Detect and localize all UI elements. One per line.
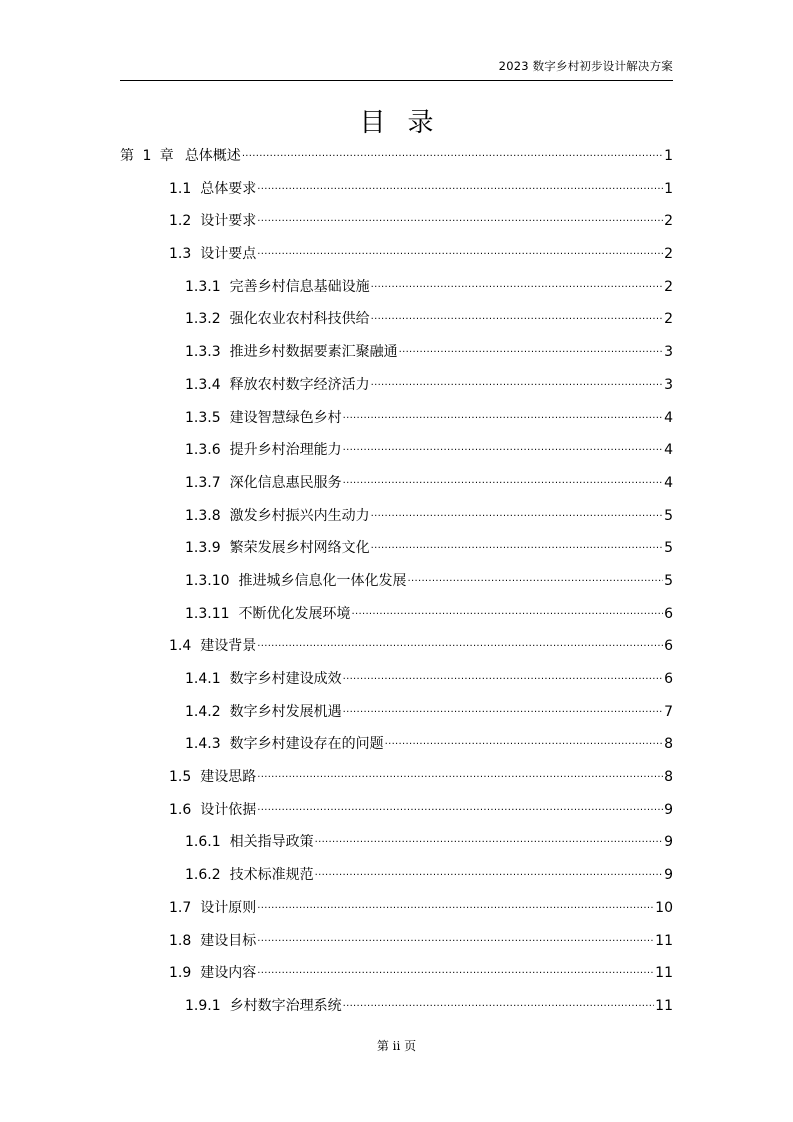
toc-entry-label: 激发乡村振兴内生动力 (229, 507, 370, 524)
toc-entry-number: 1.5 (169, 769, 192, 786)
toc-entry-label: 建设背景 (200, 638, 257, 655)
toc-entry-page: 9 (664, 801, 673, 818)
toc-entry-label: 建设思路 (200, 769, 257, 786)
toc-entry-label: 提升乡村治理能力 (229, 442, 342, 459)
toc-entry-number: 1.6.2 (185, 867, 221, 884)
toc-entry-page: 2 (664, 213, 673, 230)
toc-entry-page: 8 (664, 736, 673, 753)
toc-entry-page: 6 (664, 605, 673, 622)
dot-leader (399, 334, 663, 364)
toc-entry-label: 推进乡村数据要素汇聚融通 (229, 344, 398, 361)
toc-entry-page: 1 (664, 180, 673, 197)
toc-entry-number: 1.9.1 (185, 997, 221, 1014)
toc-entry-label: 繁荣发展乡村网络文化 (229, 540, 370, 557)
toc-entry-page: 5 (664, 572, 673, 589)
toc-entry-label: 数字乡村建设成效 (229, 671, 342, 687)
toc-entry-page: 6 (664, 638, 673, 655)
toc-entry-page: 2 (664, 278, 673, 295)
dot-leader (257, 792, 663, 822)
toc-entry-page: 2 (664, 246, 673, 263)
toc-entry-label: 技术标准规范 (229, 867, 314, 884)
dot-leader (371, 530, 663, 560)
toc-entry-label: 总体概述 (184, 148, 241, 164)
toc-entry-number: 1.3.3 (185, 344, 221, 361)
toc-entry-number: 1.2 (169, 213, 192, 230)
toc-entry-label: 数字乡村建设存在的问题 (229, 736, 384, 753)
toc-entry-page: 3 (664, 344, 673, 361)
dot-leader (352, 596, 664, 626)
toc-entry-page: 6 (664, 671, 673, 687)
toc-entry-label: 完善乡村信息基础设施 (229, 278, 370, 295)
toc-entry-page: 5 (664, 507, 673, 524)
toc-entry-number: 1.3.4 (185, 376, 221, 393)
toc-entry-label: 总体要求 (200, 180, 257, 197)
dot-leader (257, 890, 654, 920)
dot-leader (242, 138, 663, 168)
dot-leader (315, 857, 663, 887)
toc-entry-label: 设计要求 (200, 213, 257, 230)
toc-entry-number: 1.3.8 (185, 507, 221, 524)
dot-leader (257, 203, 663, 233)
toc-entry-number: 1.7 (169, 899, 192, 916)
table-of-contents (120, 142, 673, 1025)
toc-entry-label: 设计要点 (200, 246, 257, 263)
page-header (120, 56, 673, 81)
dot-leader (343, 400, 663, 430)
toc-entry-page: 2 (664, 311, 673, 328)
dot-leader (371, 301, 663, 331)
toc-entry-page: 11 (655, 997, 673, 1014)
toc-entry-number: 1.3.5 (185, 409, 221, 426)
toc-entry-label: 不断优化发展环境 (238, 605, 351, 622)
dot-leader (343, 988, 655, 1018)
dot-leader (371, 367, 663, 397)
toc-entry-number: 第 1 章 (120, 148, 176, 164)
toc-entry-number: 1.9 (169, 965, 192, 982)
dot-leader (371, 498, 663, 528)
toc-entry-page: 11 (655, 932, 673, 949)
dot-leader (257, 171, 663, 201)
toc-entry-label: 建设智慧绿色乡村 (229, 409, 342, 426)
toc-entry-page: 1 (664, 148, 673, 164)
dot-leader (385, 726, 663, 756)
header-title: 2023 数字乡村初步设计解决方案 (498, 59, 673, 73)
toc-entry-label: 深化信息惠民服务 (229, 474, 342, 491)
toc-entry-page: 3 (664, 376, 673, 393)
toc-entry-page: 7 (664, 703, 673, 720)
toc-title: 目录 (359, 108, 456, 138)
toc-entry-page: 11 (655, 965, 673, 982)
dot-leader (343, 694, 663, 724)
toc-entry-number: 1.3.11 (185, 605, 230, 622)
toc-entry-label: 强化农业农村科技供给 (229, 311, 370, 328)
dot-leader (257, 236, 663, 266)
toc-entry-number: 1.3.9 (185, 540, 221, 557)
toc-entry-label: 相关指导政策 (229, 834, 314, 851)
dot-leader (257, 923, 654, 953)
toc-entry-number: 1.6.1 (185, 834, 221, 851)
toc-entry-number: 1.4.2 (185, 703, 221, 720)
dot-leader (343, 432, 663, 462)
toc-entry-label: 设计依据 (200, 801, 257, 818)
toc-entry-number: 1.8 (169, 932, 192, 949)
toc-entry-page: 4 (664, 442, 673, 459)
toc-entry-page: 4 (664, 409, 673, 426)
toc-entry-number: 1.3 (169, 246, 192, 263)
page-number-footer: 第 ii 页 (376, 1039, 417, 1053)
toc-entry-label: 推进城乡信息化一体化发展 (238, 572, 407, 589)
toc-entry-label: 乡村数字治理系统 (229, 997, 342, 1014)
toc-entry-label: 设计原则 (200, 899, 257, 916)
toc-entry-label: 建设内容 (200, 965, 257, 982)
dot-leader (257, 759, 663, 789)
toc-entry-page: 9 (664, 834, 673, 851)
toc-entry-page: 5 (664, 540, 673, 557)
toc-entry-number: 1.1 (169, 180, 192, 197)
toc-entry-number: 1.4.1 (185, 671, 221, 687)
toc-entry-page: 9 (664, 867, 673, 884)
toc-entry-page: 4 (664, 474, 673, 491)
toc-entry-number: 1.3.6 (185, 442, 221, 459)
dot-leader (343, 465, 663, 495)
toc-entry-page: 8 (664, 769, 673, 786)
dot-leader (408, 563, 664, 593)
toc-entry-page: 10 (655, 899, 673, 916)
toc-entry-number: 1.3.1 (185, 278, 221, 295)
dot-leader (257, 628, 663, 658)
toc-entry[interactable] (120, 992, 673, 1025)
dot-leader (315, 824, 663, 854)
toc-entry-number: 1.3.10 (185, 572, 230, 589)
dot-leader (371, 269, 663, 299)
toc-entry-number: 1.3.7 (185, 474, 221, 491)
toc-entry-label: 建设目标 (200, 932, 257, 949)
toc-entry-number: 1.4 (169, 638, 192, 655)
toc-entry-number: 1.6 (169, 801, 192, 818)
toc-entry-label: 数字乡村发展机遇 (229, 703, 342, 720)
toc-entry-number: 1.3.2 (185, 311, 221, 328)
toc-entry-label: 释放农村数字经济活力 (229, 376, 370, 393)
toc-entry-number: 1.4.3 (185, 736, 221, 753)
dot-leader (343, 661, 663, 691)
dot-leader (257, 955, 654, 985)
